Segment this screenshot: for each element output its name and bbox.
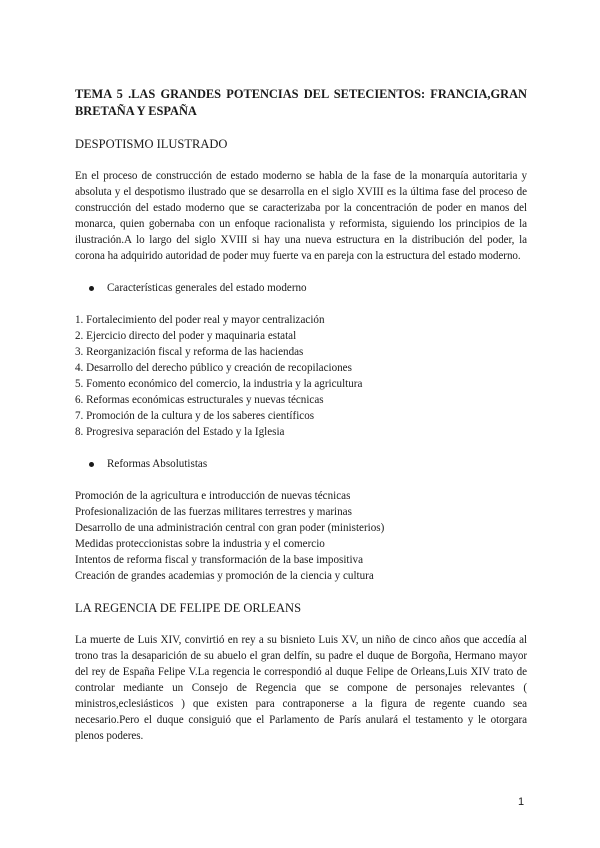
list-item: 3. Reorganización fiscal y reforma de las haciendas [75, 346, 304, 358]
bullet-dot-icon [89, 286, 94, 291]
list-item: 6. Reformas económicas estructurales y nuevas técnicas [75, 394, 324, 406]
reforms-list [75, 488, 527, 584]
list-item: 7. Promoción de la cultura y de los saberes científicos [75, 410, 315, 422]
document-title: TEMA 5 .LAS GRANDES POTENCIAS DEL SETECIENTOS: FRANCIA,GRAN BRETAÑA Y ESPAÑA [75, 87, 527, 118]
paragraph-despotismo: En el proceso de construcción de estado moderno se habla de la fase de la monarquía autoritaria y absoluta y el despotismo ilustrado que se desarrolla en el siglo XVIII es la última fase del proceso de construcción del estado moderno que se caracterizaba por la concentración de poder en manos del monarca, quien gobernaba con un enfoque racionalista y reformista, siguiendo los principios de la ilustración.A lo largo del siglo XVIII si hay una nueva estructura en la distribución del poder, la corona ha adquirido autoridad de poder muy fuerte va en pareja con la estructura del estado moderno. [75, 170, 527, 262]
page-number: 1 [518, 796, 525, 808]
list-item: 2. Ejercicio directo del poder y maquinaria estatal [75, 330, 297, 342]
list-item: Medidas proteccionistas sobre la industria y el comercio [75, 538, 325, 550]
list-item: Intentos de reforma fiscal y transformación de la base impositiva [75, 554, 364, 566]
list-item: Promoción de la agricultura e introducción de nuevas técnicas [75, 490, 351, 502]
list-item: Desarrollo de una administración central con gran poder (ministerios) [75, 522, 385, 534]
characteristics-list [75, 312, 527, 440]
section-heading-despotismo: DESPOTISMO ILUSTRADO [75, 137, 228, 151]
bullet-caracteristicas-label: Características generales del estado moderno [107, 282, 307, 294]
document-page [75, 86, 527, 760]
list-item: 5. Fomento económico del comercio, la industria y la agricultura [75, 378, 363, 390]
bullet-caracteristicas [75, 280, 527, 296]
bullet-reformas-label: Reformas Absolutistas [107, 458, 208, 470]
bullet-dot-icon [89, 462, 94, 467]
list-item: 1. Fortalecimiento del poder real y mayor centralización [75, 314, 325, 326]
list-item: 4. Desarrollo del derecho público y creación de recopilaciones [75, 362, 352, 374]
list-item: Creación de grandes academias y promoción de la ciencia y cultura [75, 570, 374, 582]
bullet-reformas [75, 456, 527, 472]
list-item: Profesionalización de las fuerzas militares terrestres y marinas [75, 506, 352, 518]
section-heading-regencia: LA REGENCIA DE FELIPE DE ORLEANS [75, 601, 302, 615]
paragraph-regencia: La muerte de Luis XIV, convirtió en rey a su bisnieto Luis XV, un niño de cinco años que accedía al trono tras la desaparición de su abuelo el gran delfín, su padre el duque de Borgoña, Hermano mayor del rey de España Felipe V.La regencia le correspondió al duque Felipe de Orleans,Luis XIV trato de controlar mediante un Consejo de Regencia que se compone de personajes relevantes ( ministros,eclesiásticos ) que existen para contraponerse a la figura de regente cuando sea necesario.Pero el duque consiguió que el Parlamento de París anulará el testamento y le otorgara plenos poderes. [75, 634, 527, 742]
list-item: 8. Progresiva separación del Estado y la Iglesia [75, 426, 285, 438]
